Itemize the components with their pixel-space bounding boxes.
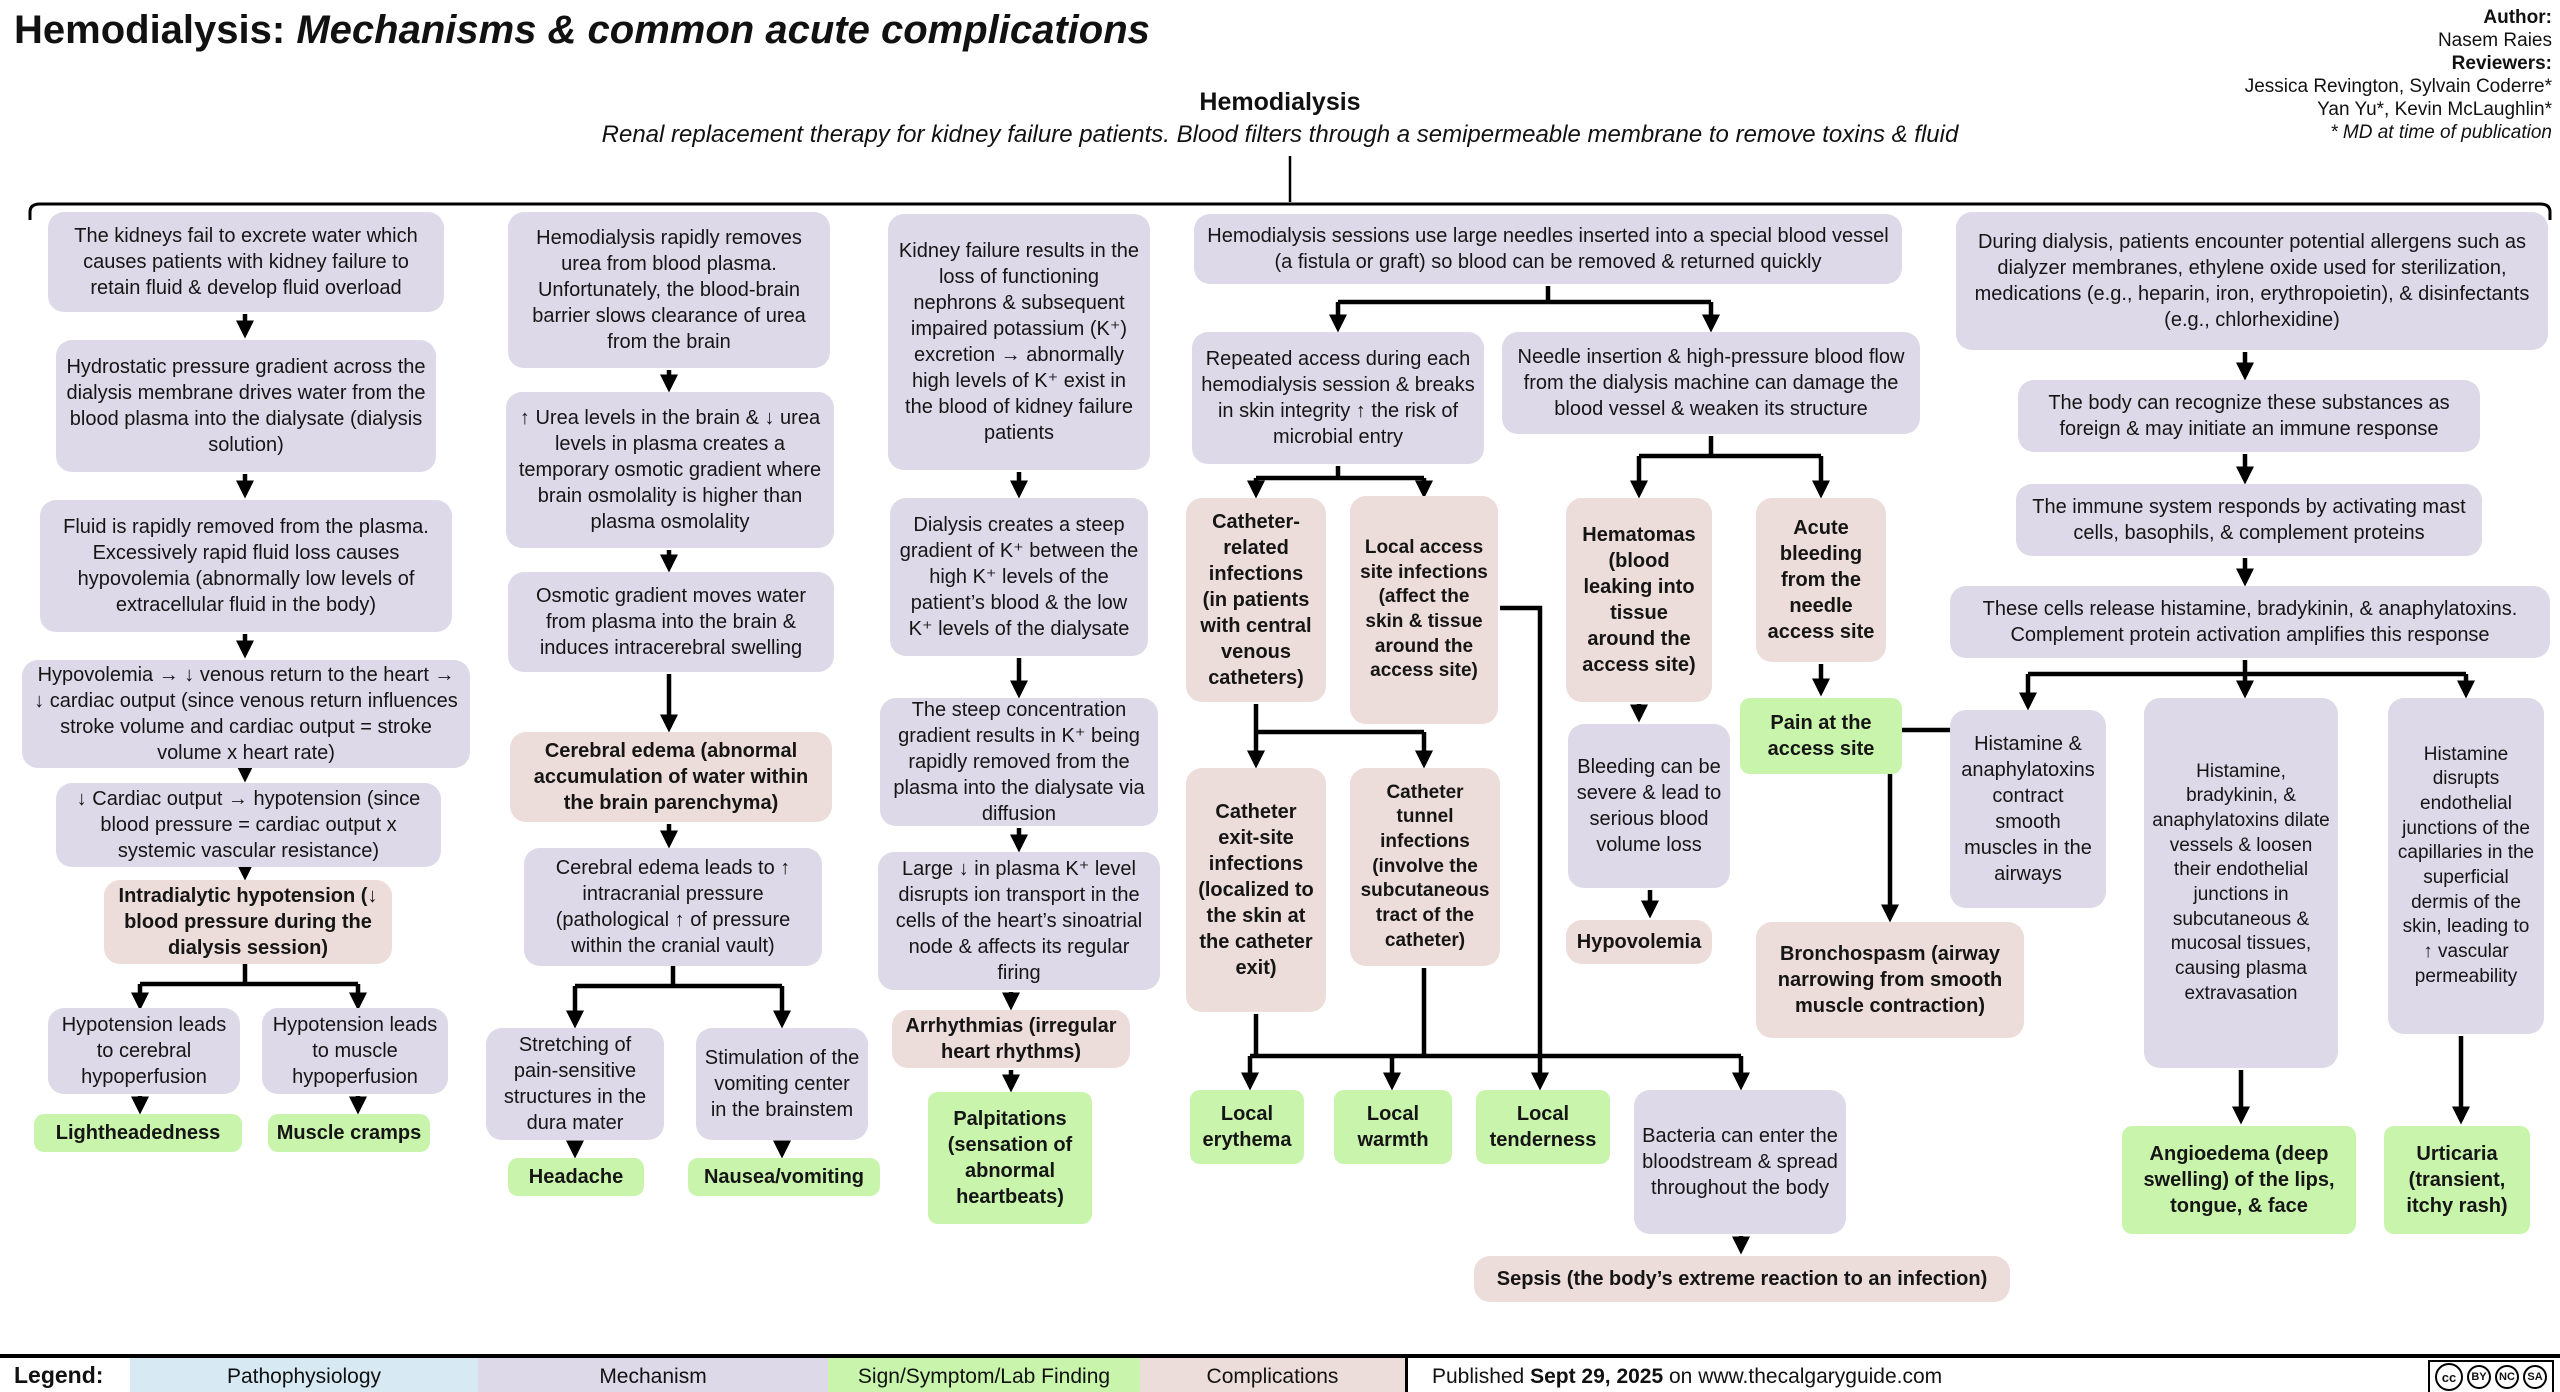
- reviewer-line: Jessica Revington, Sylvain Coderre*: [2244, 76, 2552, 97]
- box-muscle-cramps: Muscle cramps: [268, 1114, 430, 1152]
- box-hematomas: Hematomas (blood leaking into tissue around the access site): [1566, 498, 1712, 702]
- box-foreign-recognition: The body can recognize these substances as foreign & may initiate an immune response: [2018, 380, 2480, 452]
- box-immune-activation: The immune system responds by activating mast cells, basophils, & complement proteins: [2016, 484, 2482, 556]
- reviewers-label: Reviewers:: [2451, 53, 2552, 74]
- author-label: Author:: [2483, 7, 2552, 28]
- box-needles-access: Hemodialysis sessions use large needles inserted into a special blood vessel (a fistula or graft) so blood can be removed & returned quickly: [1194, 214, 1902, 284]
- box-potassium-removal: The steep concentration gradient results in K⁺ being rapidly removed from the plasma into the dialysate via diffusion: [880, 698, 1158, 826]
- box-vessel-dilation: Histamine, bradykinin, & anaphylatoxins dilate vessels & loosen their endothelial junctions in subcutaneous & mucosal tissues, causing plasma extravasation: [2144, 698, 2338, 1068]
- legend-label: Legend:: [14, 1362, 104, 1388]
- cc-icon: cc: [2435, 1363, 2463, 1391]
- box-pain-access-site: Pain at the access site: [1740, 698, 1902, 774]
- box-lightheadedness: Lightheadedness: [34, 1114, 242, 1152]
- box-bacteria-bloodstream: Bacteria can enter the bloodstream & spread throughout the body: [1634, 1090, 1846, 1234]
- box-angioedema: Angioedema (deep swelling) of the lips, tongue, & face: [2122, 1126, 2356, 1234]
- cc-license-badge: [2428, 1360, 2554, 1392]
- box-potassium-retention: Kidney failure results in the loss of functioning nephrons & subsequent impaired potassium (K⁺) excretion → abnormally high levels of K⁺ exist in the blood of kidney failure patients: [888, 214, 1150, 470]
- box-repeated-access: Repeated access during each hemodialysis session & breaks in skin integrity ↑ the risk of microbial entry: [1192, 332, 1484, 464]
- published-site: on www.thecalgaryguide.com: [1663, 1365, 1943, 1388]
- box-needle-damage: Needle insertion & high-pressure blood flow from the dialysis machine can damage the blood vessel & weaken its structure: [1502, 332, 1920, 434]
- box-kidneys-fail: The kidneys fail to excrete water which causes patients with kidney failure to retain fluid & develop fluid overload: [48, 212, 444, 312]
- box-venous-return: Hypovolemia → ↓ venous return to the heart → ↓ cardiac output (since venous return influences stroke volume and cardiac output = stroke volume x heart rate): [22, 660, 470, 768]
- box-nausea-vomiting: Nausea/vomiting: [688, 1158, 880, 1196]
- box-headache: Headache: [508, 1158, 644, 1196]
- author-name: Nasem Raies: [2437, 30, 2552, 51]
- box-local-warmth: Local warmth: [1334, 1090, 1452, 1164]
- box-palpitations: Palpitations (sensation of abnormal heartbeats): [928, 1092, 1092, 1224]
- box-osmotic-water-shift: Osmotic gradient moves water from plasma into the brain & induces intracerebral swelling: [508, 572, 834, 672]
- box-mediator-release: These cells release histamine, bradykinin, & anaphylatoxins. Complement protein activation amplifies this response: [1950, 586, 2550, 658]
- cc-sa-icon: SA: [2523, 1365, 2547, 1389]
- box-sepsis: Sepsis (the body’s extreme reaction to an infection): [1474, 1256, 2010, 1302]
- published-line: [1405, 1358, 1942, 1392]
- box-potassium-gradient: Dialysis creates a steep gradient of K⁺ between the high K⁺ levels of the patient’s blood & the low K⁺ levels of the dialysate: [890, 498, 1148, 656]
- published-date: Sept 29, 2025: [1530, 1365, 1664, 1388]
- box-urea-removal: Hemodialysis rapidly removes urea from blood plasma. Unfortunately, the blood-brain barrier slows clearance of urea from the brain: [508, 212, 830, 368]
- box-cerebral-hypoperfusion: Hypotension leads to cerebral hypoperfusion: [48, 1008, 240, 1094]
- box-airway-contraction: Histamine & anaphylatoxins contract smooth muscles in the airways: [1950, 710, 2106, 908]
- box-catheter-tunnel-infections: Catheter tunnel infections (involve the subcutaneous tract of the catheter): [1350, 768, 1500, 966]
- box-fluid-removed: Fluid is rapidly removed from the plasma. Excessively rapid fluid loss causes hypovolemia (abnormally low levels of extracellular fluid in the body): [40, 500, 452, 632]
- box-plasma-k-drop: Large ↓ in plasma K⁺ level disrupts ion transport in the cells of the heart’s sinoatrial node & affects its regular firing: [878, 852, 1160, 990]
- box-local-tenderness: Local tenderness: [1476, 1090, 1610, 1164]
- box-hypovolemia: Hypovolemia: [1566, 920, 1712, 964]
- chart-header: [280, 88, 2280, 149]
- box-arrhythmias: Arrhythmias (irregular heart rhythms): [892, 1010, 1130, 1068]
- box-local-erythema: Local erythema: [1190, 1090, 1304, 1164]
- box-capillary-disruption: Histamine disrupts endothelial junctions of the capillaries in the superficial dermis of the skin, leading to ↑ vascular permeability: [2388, 698, 2544, 1034]
- box-allergens: During dialysis, patients encounter potential allergens such as dialyzer membranes, ethylene oxide used for sterilization, medications (e.g., heparin, iron, erythropoietin), & disinfectants (e.g., chlorhexidine): [1956, 212, 2548, 350]
- page-title-qualifier: Mechanisms & common acute complications: [296, 8, 1150, 52]
- box-urticaria: Urticaria (transient, itchy rash): [2384, 1126, 2530, 1234]
- legend-swatch-sign-symptom: Sign/Symptom/Lab Finding: [828, 1358, 1140, 1392]
- legend-swatch-mechanism: Mechanism: [478, 1358, 828, 1392]
- box-catheter-exit-site-infections: Catheter exit-site infections (localized to the skin at the catheter exit): [1186, 768, 1326, 1012]
- reviewer-line: Yan Yu*, Kevin McLaughlin*: [2317, 99, 2552, 120]
- credits-note: * MD at time of publication: [2330, 122, 2552, 143]
- published-prefix: Published: [1432, 1365, 1531, 1388]
- box-severe-bleeding: Bleeding can be severe & lead to serious blood volume loss: [1568, 724, 1730, 888]
- box-hydrostatic-gradient: Hydrostatic pressure gradient across the dialysis membrane drives water from the blood plasma into the dialysate (dialysis solution): [56, 340, 436, 472]
- box-vomiting-center: Stimulation of the vomiting center in the brainstem: [696, 1028, 868, 1140]
- box-acute-bleeding: Acute bleeding from the needle access site: [1756, 498, 1886, 662]
- legend-swatch-complications: Complications: [1140, 1358, 1405, 1392]
- page-title: [14, 8, 1150, 53]
- legend-swatch-pathophysiology: Pathophysiology: [130, 1358, 478, 1392]
- box-bronchospasm: Bronchospasm (airway narrowing from smooth muscle contraction): [1756, 922, 2024, 1038]
- legend-bar: [0, 1354, 2560, 1392]
- chart-header-term: Hemodialysis: [1199, 88, 1361, 116]
- cc-nc-icon: NC: [2495, 1365, 2519, 1389]
- box-muscle-hypoperfusion: Hypotension leads to muscle hypoperfusion: [262, 1008, 448, 1094]
- page-title-main: Hemodialysis:: [14, 8, 286, 52]
- cc-by-icon: BY: [2467, 1365, 2491, 1389]
- box-intradialytic-hypotension: Intradialytic hypotension (↓ blood pressure during the dialysis session): [104, 880, 392, 964]
- box-cardiac-output: ↓ Cardiac output → hypotension (since blood pressure = cardiac output x systemic vascular resistance): [56, 783, 441, 867]
- box-cerebral-edema: Cerebral edema (abnormal accumulation of water within the brain parenchyma): [510, 732, 832, 822]
- credits: [2245, 6, 2552, 144]
- box-urea-gradient: ↑ Urea levels in the brain & ↓ urea levels in plasma creates a temporary osmotic gradient where brain osmolality is higher than plasma osmolality: [506, 392, 834, 548]
- box-local-access-infections: Local access site infections (affect the skin & tissue around the access site): [1350, 496, 1498, 724]
- chart-header-definition: Renal replacement therapy for kidney failure patients. Blood filters through a semipermeable membrane to remove toxins & fluid: [601, 121, 1959, 148]
- box-catheter-related-infections: Catheter-related infections (in patients with central venous catheters): [1186, 498, 1326, 702]
- box-intracranial-pressure: Cerebral edema leads to ↑ intracranial pressure (pathological ↑ of pressure within the cranial vault): [524, 848, 822, 966]
- box-dura-stretching: Stretching of pain-sensitive structures in the dura mater: [486, 1028, 664, 1140]
